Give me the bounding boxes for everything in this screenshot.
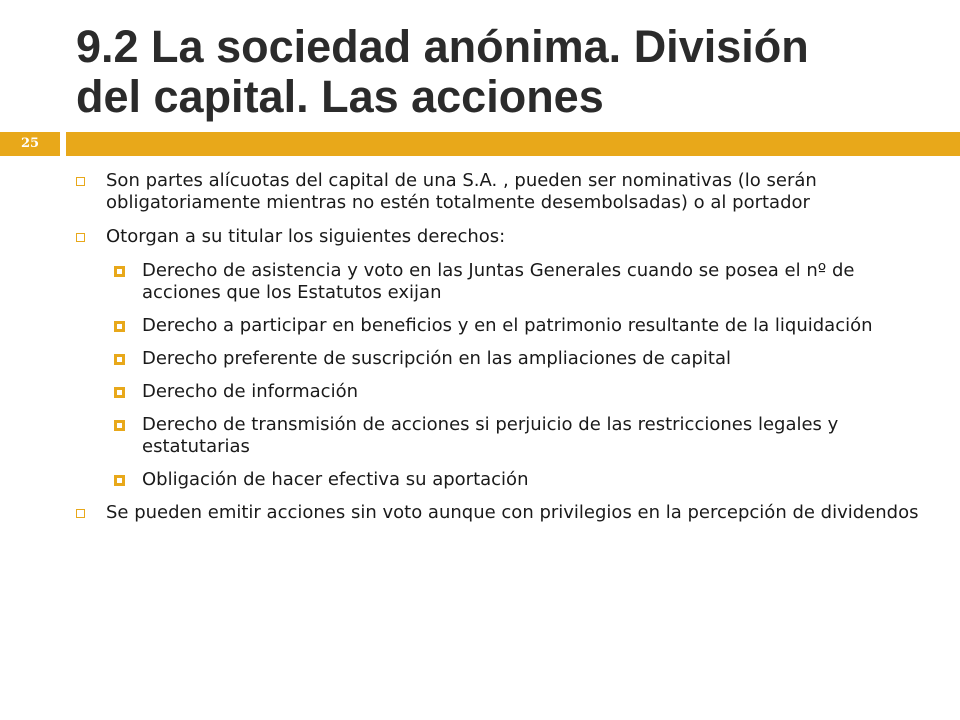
sub-list-item-text: Derecho de transmisión de acciones si perjuicio de las restricciones legales y estatutarias bbox=[142, 414, 839, 457]
slide-title bbox=[76, 22, 936, 122]
list-item bbox=[76, 170, 926, 214]
sub-list-item bbox=[76, 260, 926, 304]
sub-list-item-text: Obligación de hacer efectiva su aportación bbox=[142, 469, 529, 490]
list-item bbox=[76, 226, 926, 248]
sub-list-item-text: Derecho a participar en beneficios y en el patrimonio resultante de la liquidación bbox=[142, 315, 873, 336]
sub-list-item bbox=[76, 414, 926, 458]
square-filled-bullet-icon bbox=[114, 321, 125, 332]
sub-list-item bbox=[76, 469, 926, 491]
sub-list-item bbox=[76, 348, 926, 370]
sub-list-item-text: Derecho de información bbox=[142, 381, 358, 402]
list-item-text: Otorgan a su titular los siguientes derechos: bbox=[106, 226, 506, 247]
list-item-text: Se pueden emitir acciones sin voto aunque con privilegios en la percepción de dividendos bbox=[106, 502, 919, 523]
square-outline-bullet-icon bbox=[76, 177, 85, 186]
square-outline-bullet-icon bbox=[76, 233, 85, 242]
slide-number: 25 bbox=[20, 136, 40, 151]
sub-list-item-text: Derecho preferente de suscripción en las ampliaciones de capital bbox=[142, 348, 731, 369]
slide-title-line-1: 9.2 La sociedad anónima. División bbox=[76, 21, 809, 72]
title-underline-bar bbox=[66, 132, 960, 156]
sub-list-item bbox=[76, 315, 926, 337]
square-outline-bullet-icon bbox=[76, 509, 85, 518]
square-filled-bullet-icon bbox=[114, 354, 125, 365]
square-filled-bullet-icon bbox=[114, 266, 125, 277]
square-filled-bullet-icon bbox=[114, 475, 125, 486]
square-filled-bullet-icon bbox=[114, 420, 125, 431]
list-item bbox=[76, 502, 926, 524]
list-item-text: Son partes alícuotas del capital de una S.A. , pueden ser nominativas (lo serán obligatoriamente mientras no estén totalmente desembolsadas) o al portador bbox=[106, 170, 817, 213]
sub-list-item bbox=[76, 381, 926, 403]
square-filled-bullet-icon bbox=[114, 387, 125, 398]
slide-title-line-2: del capital. Las acciones bbox=[76, 71, 604, 122]
sub-list-item-text: Derecho de asistencia y voto en las Juntas Generales cuando se posea el nº de acciones que los Estatutos exijan bbox=[142, 260, 855, 303]
bullet-list bbox=[76, 170, 926, 536]
